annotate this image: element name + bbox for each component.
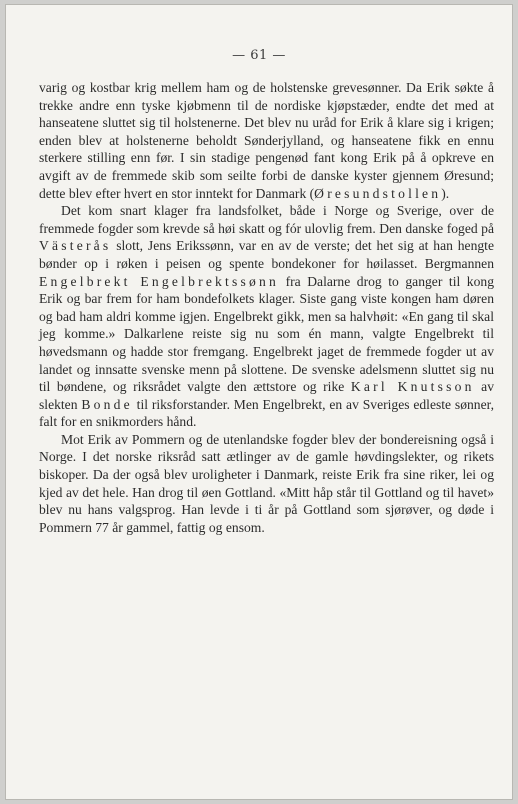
page-number: — 61 — <box>232 48 286 63</box>
text-run: til riksforstander. Men Engelbrekt, en av Sveriges edleste sønner, falt for en snikmorders hånd. <box>39 396 495 430</box>
text-run: ). <box>441 185 450 201</box>
text-run: Mot Erik av Pommern og de utenlandske fogder blev der bondereisning også i Norge. I det norske riksråd satt ætlinger av de gamle høvdingslekter, og rikets biskoper. Da der også blev uroligheter i Danmark, reiste Erik fra sine riker, lei og kjed av det hele. Han drog til øen Gottland. «Mitt håp står til Gottland og til havet» blev nu hans valgsprog. Han levde i ti år på Gottland som sjørøver, og døde i Pommern 77 år gammel, fattig og ensom. <box>39 431 494 535</box>
spaced-name: Øresundstollen <box>314 185 442 201</box>
spaced-name: Karl Knutsson <box>350 379 475 395</box>
body-text <box>39 79 494 536</box>
spaced-name: Västerås <box>39 238 112 254</box>
spaced-name: Bonde <box>81 396 133 412</box>
paragraph <box>39 202 494 431</box>
text-run: Det kom snart klager fra landsfolket, både i Norge og Sverige, over de fremmede fogder som krevde så høi skatt og fór ulovlig frem. Den danske foged på <box>39 203 494 236</box>
spaced-name: Engelbrekt Engelbrektssønn <box>39 273 280 289</box>
book-page <box>5 4 513 800</box>
text-run: slott, Jens Erikssønn, var en av de verste; det het sig at han hengte bønder op i røken i peisen og spente bondekoner for høilasset. Bergmannen <box>39 238 494 271</box>
text-run: av slekten <box>39 379 494 412</box>
paragraph <box>39 79 494 202</box>
paragraph <box>39 431 494 537</box>
text-run: fra Dalarne drog to ganger til kong Erik og bar frem for ham bondefolkets klager. Siste gang viste kongen ham døren og bad ham aldri komme igjen. Engelbrekt gikk, men sa halvhøit: «En gang til skal jeg komme.» Dalkarlene reiste sig nu som én mann, valgte Engelbrekt til høvedsmann og hadde stor fremgang. Engelbrekt jaget de fremmede fogder ut av landet og innsatte svenske menn på slottene. De svenske adelsmenn sluttet sig nu til bøndene, og riksrådet valgte den ættstore og rike <box>39 273 494 395</box>
text-run: varig og kostbar krig mellem ham og de holstenske grevesønner. Da Erik søkte å trekke andre enn tyske kjøbmenn til de nordiske kjøpstæder, endte det med at hanseatene sluttet sig til holstenerne. Det blev nu uråd for Erik å klare sig i krigen; enden blev at holstenerne beholdt Sønderjylland, og hanseatene fikk en ennu sterkere stilling enn før. I sin stadige pengenød fant kong Erik på å opkreve en avgift av de fremmede skib som seilte forbi de danske kyster gjennem Øresund; dette blev efter hvert en stor inntekt for Danmark ( <box>39 80 494 201</box>
